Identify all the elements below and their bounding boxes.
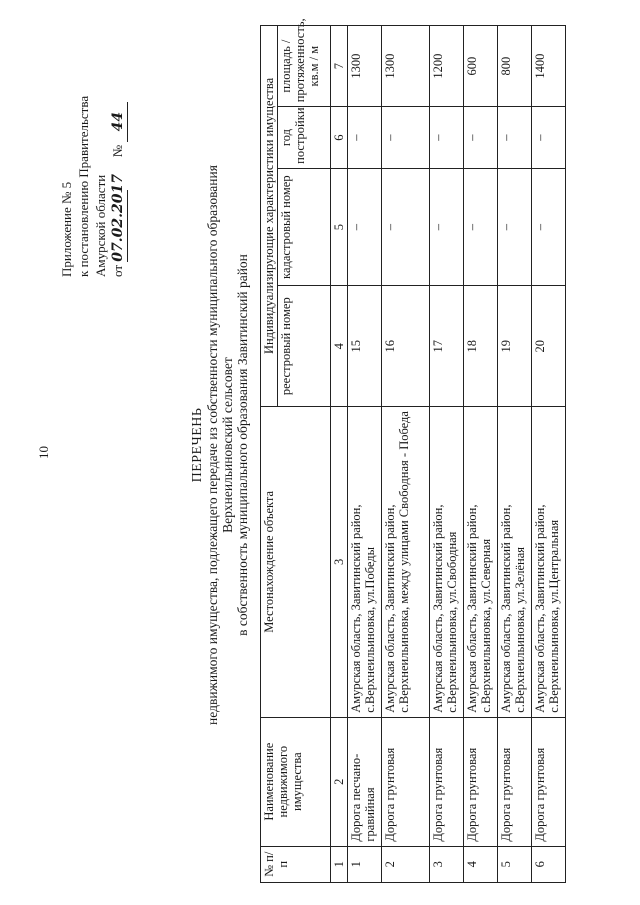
- table-row: [464, 26, 498, 883]
- title-heading: ПЕРЕЧЕНЬ: [190, 407, 205, 483]
- index-cell: 1: [331, 846, 348, 882]
- row-area: 1300: [382, 26, 430, 107]
- table-row: [382, 26, 430, 883]
- row-num: 5: [498, 846, 532, 882]
- document-title: [190, 125, 250, 765]
- row-location: Амурская область, Завитинский район, с.Верхнеильиновка, ул.Победы: [348, 406, 382, 717]
- row-location: Амурская область, Завитинский район, с.Верхнеильиновка, между улицами Свободная - Победа: [382, 406, 430, 717]
- row-location: Амурская область, Завитинский район, с.Верхнеильиновка, ул.Свободная: [430, 406, 464, 717]
- index-cell: 5: [331, 168, 348, 286]
- row-num: 6: [532, 846, 566, 882]
- table-row: [430, 26, 464, 883]
- row-location: Амурская область, Завитинский район, с.Верхнеильиновка, ул.Центральная: [532, 406, 566, 717]
- row-name: Дорога грунтовая: [430, 717, 464, 846]
- row-year: –: [348, 107, 382, 169]
- row-num: 1: [348, 846, 382, 882]
- row-cadastral: –: [382, 168, 430, 286]
- row-registry: 19: [498, 286, 532, 406]
- header-location: Местонахождение объекта: [261, 406, 331, 717]
- header-cadastral: кадастровый номер: [278, 168, 331, 286]
- annex-from-label: от: [110, 264, 125, 277]
- row-num: 4: [464, 846, 498, 882]
- row-area: 800: [498, 26, 532, 107]
- row-location: Амурская область, Завитинский район, с.Верхнеильиновка, ул.Северная: [464, 406, 498, 717]
- annex-line-3: Амурской области: [93, 174, 108, 277]
- table-row: [532, 26, 566, 883]
- row-year: –: [532, 107, 566, 169]
- row-name: Дорога грунтовая: [532, 717, 566, 846]
- row-registry: 16: [382, 286, 430, 406]
- header-year: год постройки: [278, 107, 331, 169]
- index-cell: 7: [331, 26, 348, 107]
- row-location: Амурская область, Завитинский район, с.Верхнеильиновка, ул.Зелёная: [498, 406, 532, 717]
- index-cell: 6: [331, 107, 348, 169]
- row-year: –: [498, 107, 532, 169]
- annex-number-label: №: [110, 144, 125, 158]
- row-cadastral: –: [498, 168, 532, 286]
- header-registry: реестровый номер: [278, 286, 331, 406]
- row-area: 1400: [532, 26, 566, 107]
- header-num: № п/п: [261, 846, 331, 882]
- row-registry: 15: [348, 286, 382, 406]
- annex-block: [58, 96, 128, 277]
- column-index-row: [331, 26, 348, 883]
- row-year: –: [464, 107, 498, 169]
- annex-number: 44: [110, 102, 128, 142]
- header-area: площадь / протяженность, кв.м / м: [278, 26, 331, 107]
- title-line-2: в собственность муниципального образования Завитинский район: [235, 254, 250, 636]
- row-name: Дорога грунтовая: [498, 717, 532, 846]
- row-cadastral: –: [430, 168, 464, 286]
- row-area: 600: [464, 26, 498, 107]
- table-row: [498, 26, 532, 883]
- property-table: [260, 18, 566, 883]
- index-cell: 4: [331, 286, 348, 406]
- row-year: –: [430, 107, 464, 169]
- title-line-1: недвижимого имущества, подлежащего передаче из собственности муниципального образования Верхнеильиновский сельсовет: [205, 165, 235, 725]
- annex-date-line: [109, 96, 128, 277]
- row-num: 3: [430, 846, 464, 882]
- header-name: Наименование недвижимого имущества: [261, 717, 331, 846]
- row-registry: 18: [464, 286, 498, 406]
- row-area: 1200: [430, 26, 464, 107]
- row-registry: 20: [532, 286, 566, 406]
- row-name: Дорога песчано-гравийная: [348, 717, 382, 846]
- annex-line-2: к постановлению Правительства: [76, 95, 91, 277]
- row-cadastral: –: [532, 168, 566, 286]
- row-num: 2: [382, 846, 430, 882]
- row-year: –: [382, 107, 430, 169]
- page-number: 10: [36, 446, 51, 459]
- row-cadastral: –: [348, 168, 382, 286]
- row-name: Дорога грунтовая: [382, 717, 430, 846]
- index-cell: 2: [331, 717, 348, 846]
- row-registry: 17: [430, 286, 464, 406]
- row-area: 1300: [348, 26, 382, 107]
- row-cadastral: –: [464, 168, 498, 286]
- table-row: [348, 26, 382, 883]
- header-characteristics: Индивидуализирующие характеристики имущества: [261, 26, 278, 407]
- row-name: Дорога грунтовая: [464, 717, 498, 846]
- annex-date: 07.02.2017: [110, 174, 126, 262]
- index-cell: 3: [331, 406, 348, 717]
- annex-line-1: Приложение № 5: [59, 181, 74, 277]
